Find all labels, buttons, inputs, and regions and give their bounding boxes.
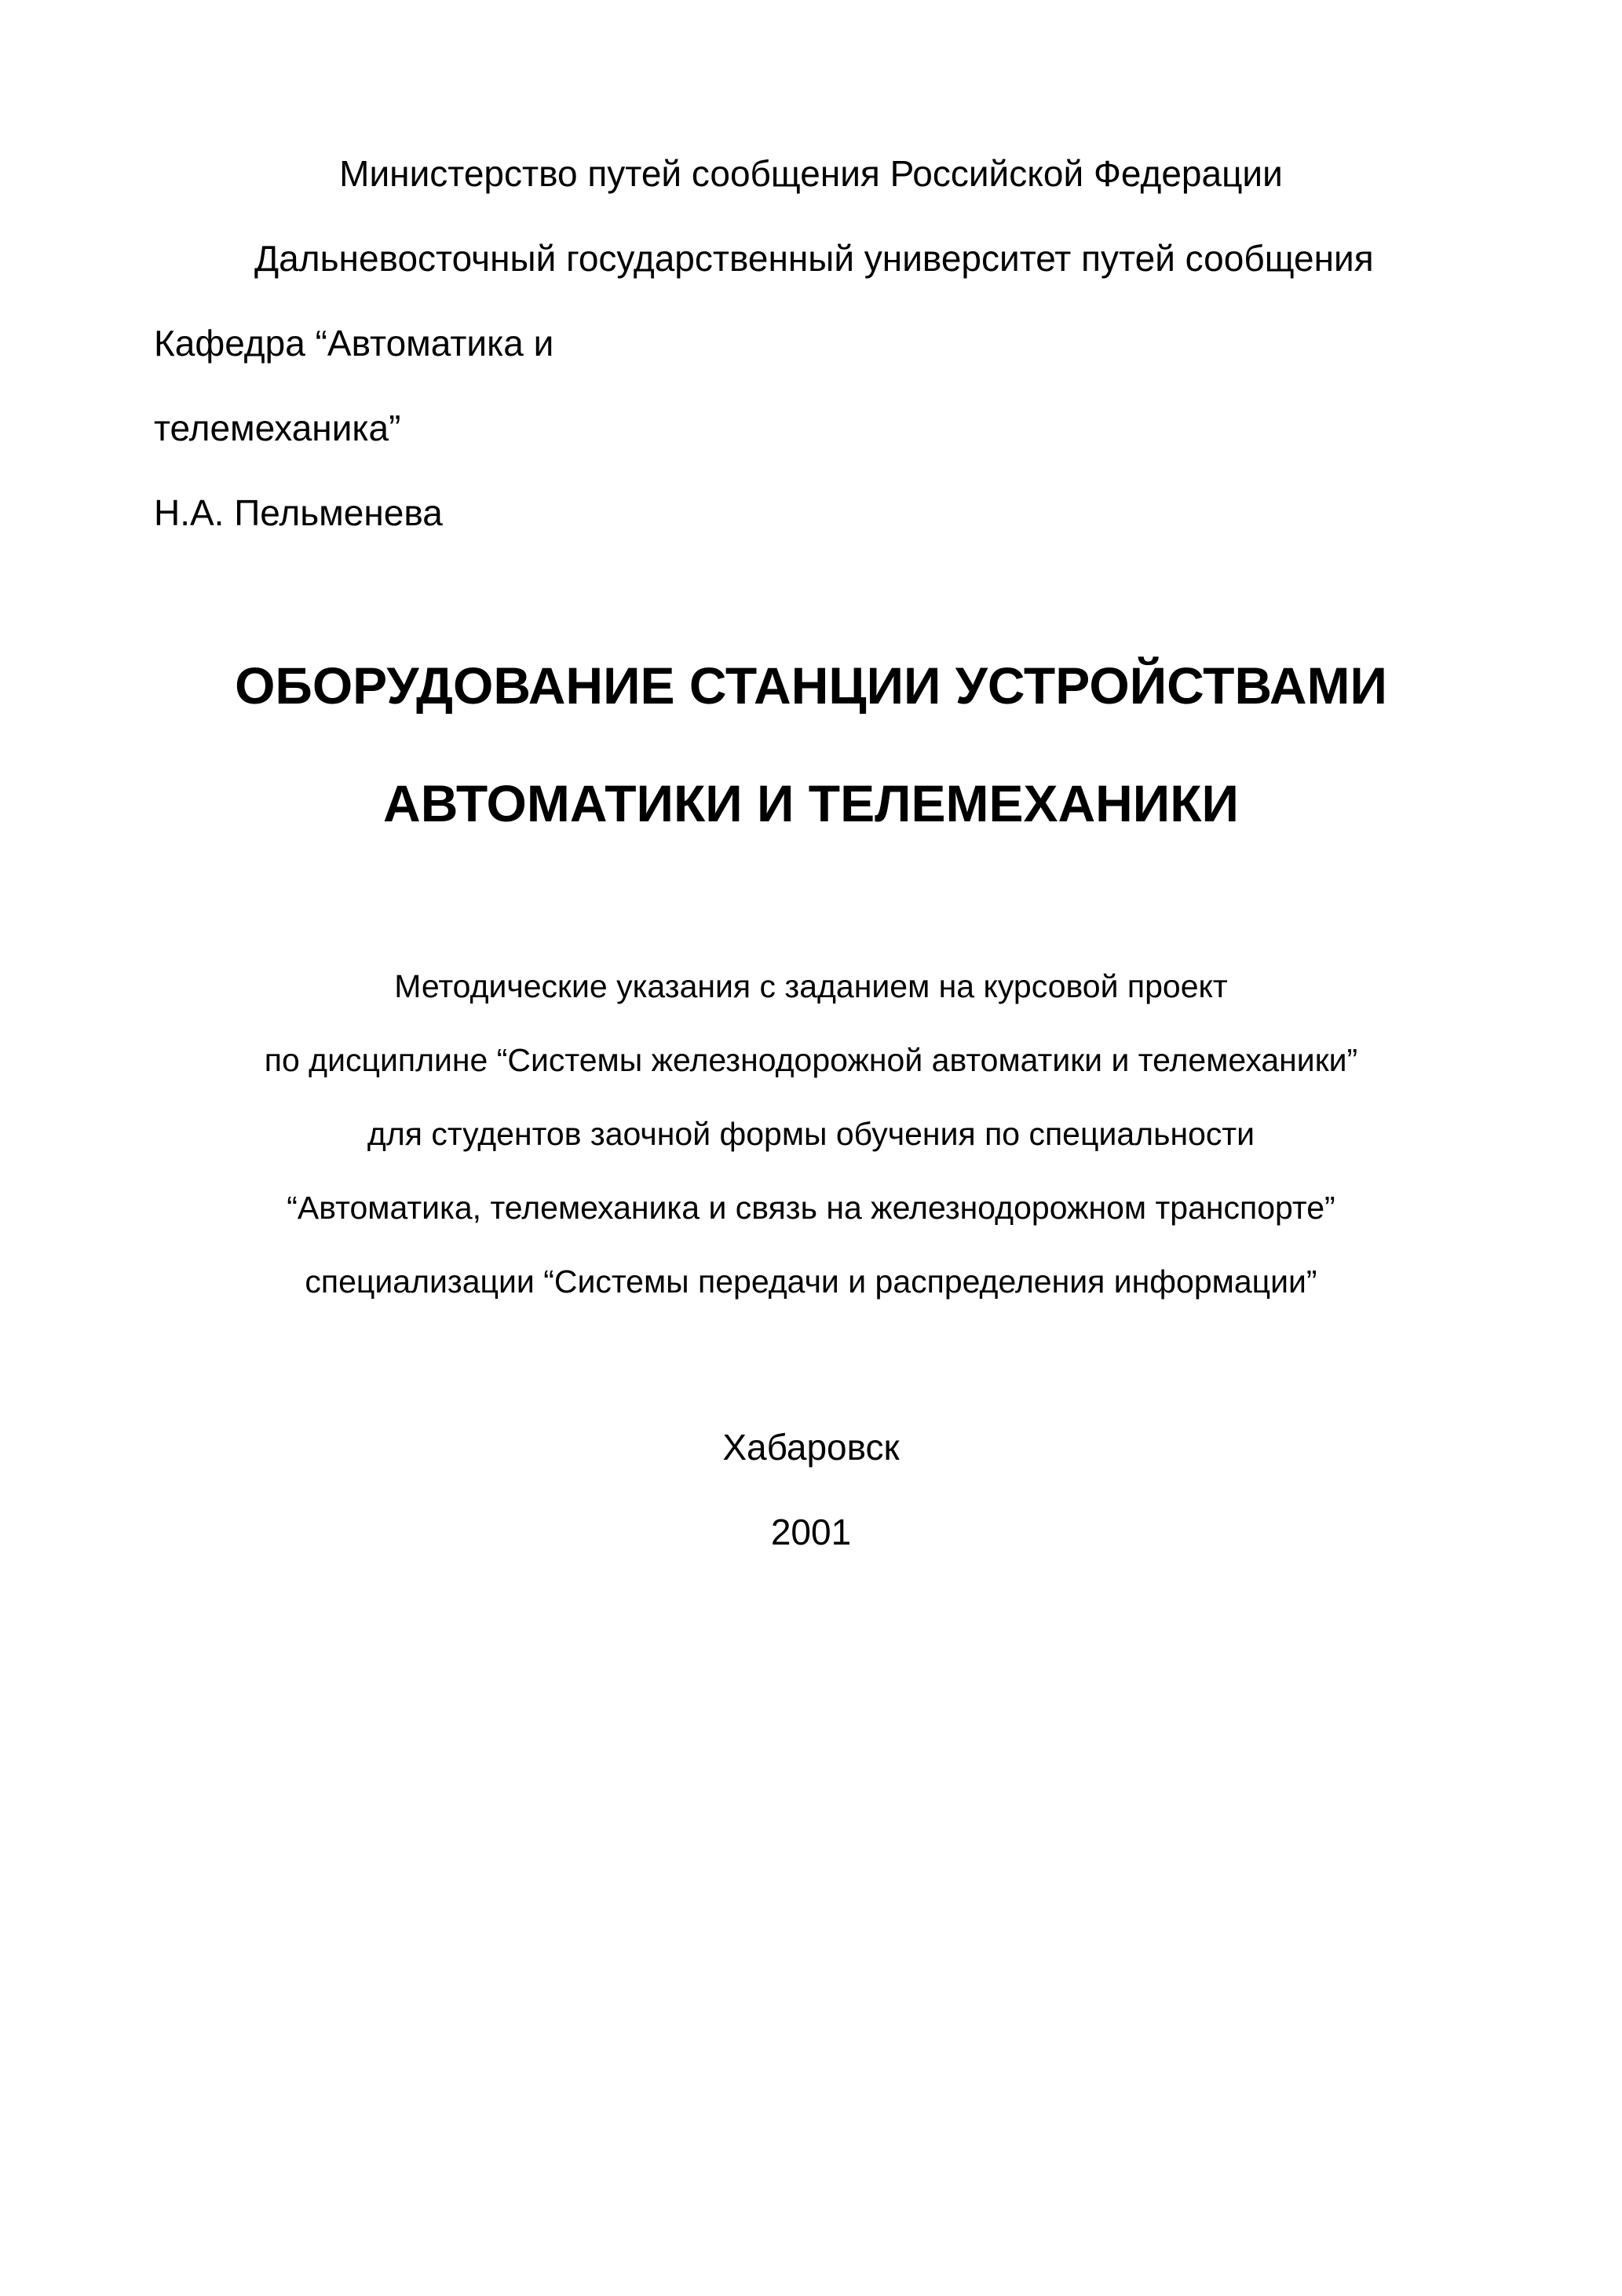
- description-line-3: для студентов заочной формы обучения по специальности: [367, 1116, 1255, 1152]
- document-title-line-1: ОБОРУДОВАНИЕ СТАНЦИИ УСТРОЙСТВАМИ: [235, 656, 1387, 715]
- description-line-2: по дисциплине “Системы железнодорожной автоматики и телемеханики”: [264, 1042, 1358, 1078]
- publication-city: Хабаровск: [722, 1427, 900, 1468]
- author-name: Н.А. Пельменева: [154, 492, 443, 533]
- department-line-1: Кафедра “Автоматика и: [154, 323, 554, 364]
- publication-year: 2001: [770, 1512, 852, 1552]
- description-line-5: специализации “Системы передачи и распределения информации”: [305, 1263, 1317, 1300]
- document-title-line-2: АВТОМАТИКИ И ТЕЛЕМЕХАНИКИ: [383, 774, 1239, 832]
- ministry-name: Министерство путей сообщения Российской Федерации: [339, 153, 1283, 194]
- description-line-1: Методические указания с заданием на курсовой проект: [394, 968, 1228, 1004]
- university-name: Дальневосточный государственный университет путей сообщения: [254, 238, 1374, 279]
- department-line-2: телемеханика”: [154, 408, 401, 448]
- description-line-4: “Автоматика, телемеханика и связь на железнодорожном транспорте”: [287, 1190, 1335, 1226]
